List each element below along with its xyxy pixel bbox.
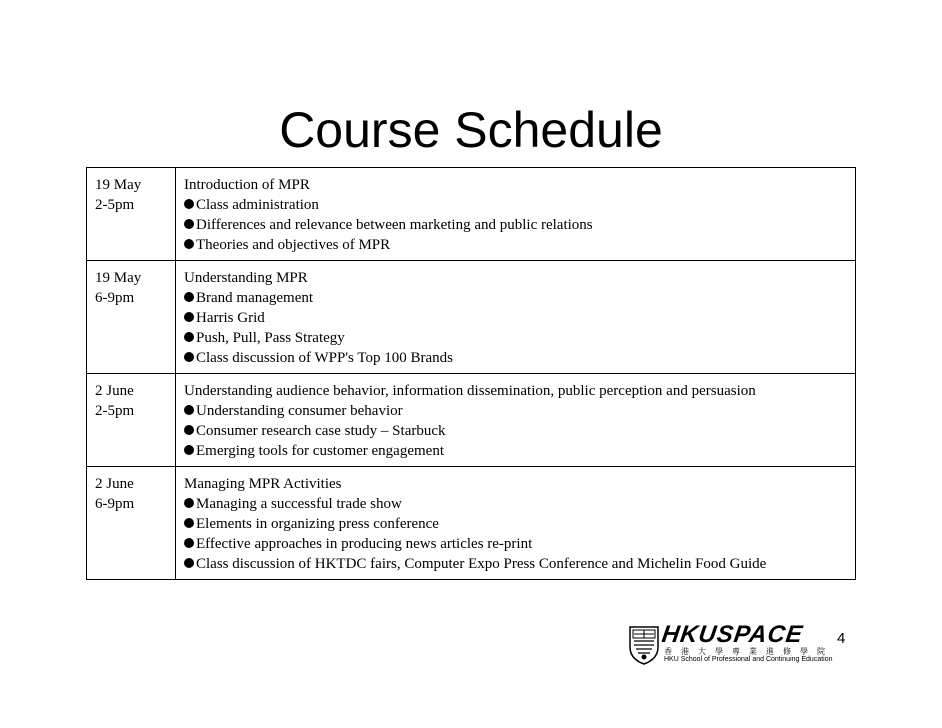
list-item-text: Push, Pull, Pass Strategy <box>196 330 345 346</box>
list-item <box>184 441 849 461</box>
list-item <box>184 494 849 514</box>
bullet-icon <box>184 352 194 362</box>
list-item <box>184 514 849 534</box>
list-item-text: Brand management <box>196 290 314 306</box>
list-item <box>184 534 849 554</box>
bullet-icon <box>184 558 194 568</box>
list-item <box>184 288 849 308</box>
list-item-text: Managing a successful trade show <box>196 496 402 512</box>
bullet-icon <box>184 405 194 415</box>
hkuspace-logo <box>628 621 838 665</box>
session-date-cell <box>87 261 176 374</box>
session-time: 6-9pm <box>95 290 135 306</box>
session-date: 2 June <box>95 383 134 399</box>
list-item-text: Elements in organizing press conference <box>196 516 439 532</box>
table-row <box>87 168 856 261</box>
bullet-icon <box>184 518 194 528</box>
table-row <box>87 374 856 467</box>
session-heading: Understanding MPR <box>184 270 308 286</box>
bullet-icon <box>184 425 194 435</box>
session-date: 2 June <box>95 476 134 492</box>
table-row <box>87 261 856 374</box>
bullet-icon <box>184 292 194 302</box>
session-content-cell <box>176 261 856 374</box>
session-heading: Managing MPR Activities <box>184 476 342 492</box>
list-item <box>184 215 849 235</box>
logo-english-name: HKU School of Professional and Continuing Education <box>664 656 833 663</box>
list-item-text: Consumer research case study – Starbuck <box>196 423 446 439</box>
list-item <box>184 401 849 421</box>
session-heading: Introduction of MPR <box>184 177 310 193</box>
list-item-text: Theories and objectives of MPR <box>196 237 391 253</box>
session-date-cell <box>87 467 176 580</box>
list-item <box>184 235 849 255</box>
session-date: 19 May <box>95 270 142 286</box>
bullet-icon <box>184 199 194 209</box>
list-item <box>184 421 849 441</box>
session-time: 2-5pm <box>95 197 135 213</box>
table-row <box>87 467 856 580</box>
session-content-cell <box>176 467 856 580</box>
bullet-icon <box>184 445 194 455</box>
list-item-text: Class administration <box>196 197 319 213</box>
list-item <box>184 348 849 368</box>
bullet-icon <box>184 538 194 548</box>
list-item-text: Harris Grid <box>196 310 265 326</box>
session-date-cell <box>87 374 176 467</box>
list-item-text: Class discussion of WPP's Top 100 Brands <box>196 350 453 366</box>
bullet-icon <box>184 239 194 249</box>
session-content-cell <box>176 168 856 261</box>
session-date: 19 May <box>95 177 142 193</box>
session-heading: Understanding audience behavior, information dissemination, public perception and persuasion <box>184 383 756 399</box>
list-item-text: Effective approaches in producing news articles re-print <box>196 536 533 552</box>
course-schedule-table <box>86 167 856 580</box>
bullet-icon <box>184 498 194 508</box>
list-item <box>184 195 849 215</box>
bullet-icon <box>184 219 194 229</box>
list-item-text: Differences and relevance between marketing and public relations <box>196 217 593 233</box>
bullet-icon <box>184 312 194 322</box>
session-time: 6-9pm <box>95 496 135 512</box>
bullet-icon <box>184 332 194 342</box>
list-item-text: Class discussion of HKTDC fairs, Computer Expo Press Conference and Michelin Food Guide <box>196 556 767 572</box>
list-item <box>184 554 849 574</box>
page-title: Course Schedule <box>279 102 663 158</box>
session-time: 2-5pm <box>95 403 135 419</box>
session-date-cell <box>87 168 176 261</box>
university-crest-icon <box>628 625 660 665</box>
list-item <box>184 308 849 328</box>
logo-chinese-name: 香港大學專業進修學院 <box>664 647 834 656</box>
list-item-text: Emerging tools for customer engagement <box>196 443 444 459</box>
list-item <box>184 328 849 348</box>
logo-wordmark: HKUSPACE <box>660 621 805 648</box>
page-number: 4 <box>837 630 846 647</box>
session-content-cell <box>176 374 856 467</box>
list-item-text: Understanding consumer behavior <box>196 403 403 419</box>
